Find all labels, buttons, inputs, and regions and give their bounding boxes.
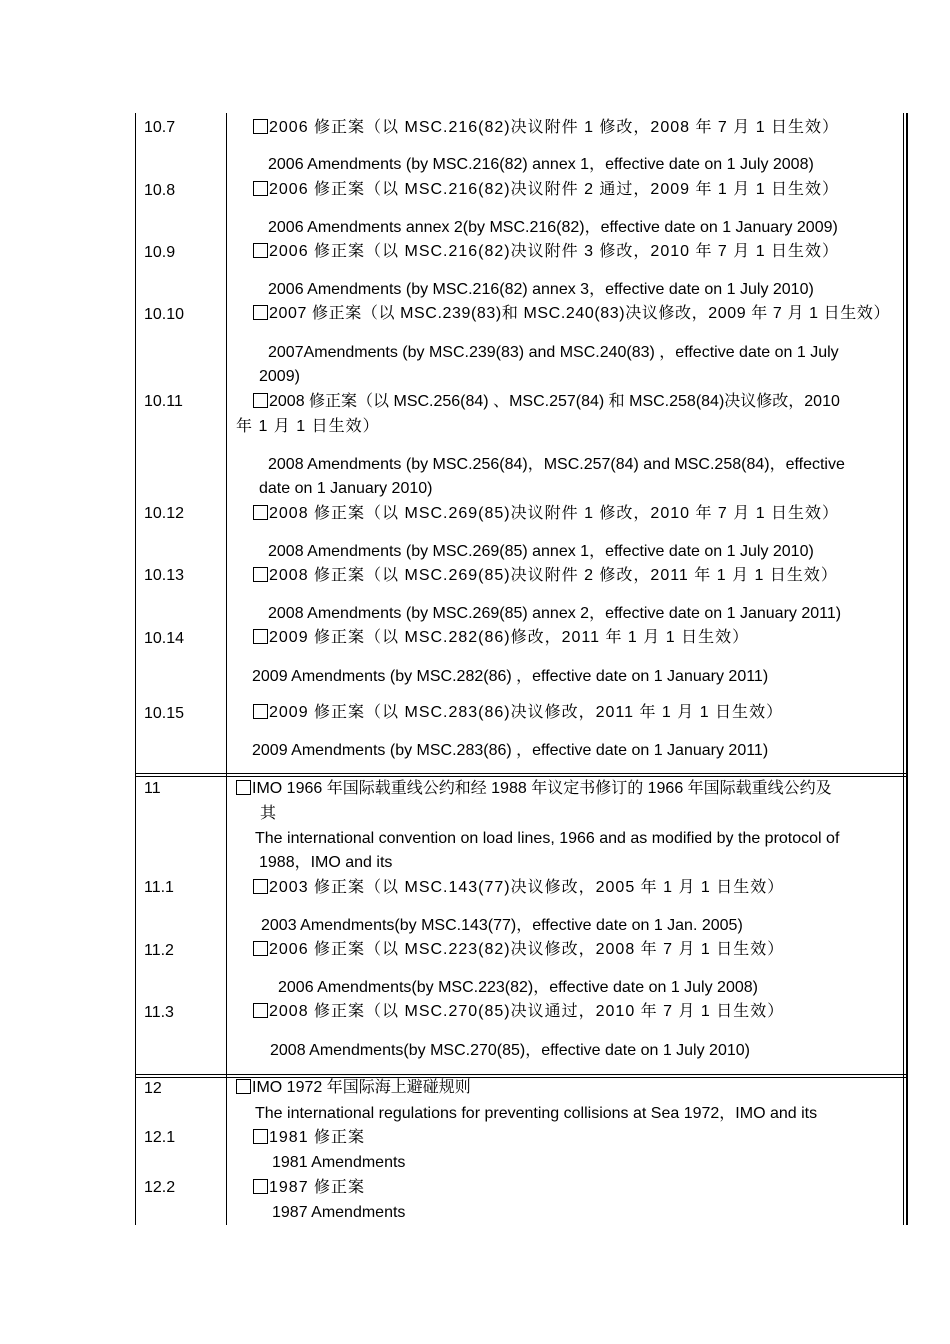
section-number: 12 xyxy=(144,1080,162,1097)
item-number: 10.12 xyxy=(144,505,185,522)
checkbox[interactable] xyxy=(253,393,268,408)
table-right-border-inner xyxy=(906,113,908,1225)
checkbox[interactable] xyxy=(253,1179,268,1194)
item-title-zh: 2006 修正案（以 MSC.216(82)决议附件 1 修改，2008 年 7 月 1 日生效） xyxy=(269,119,840,136)
checkbox[interactable] xyxy=(253,704,268,719)
item-number: 10.9 xyxy=(144,244,176,261)
list-item xyxy=(253,566,838,586)
item-number: 10.15 xyxy=(144,705,185,722)
item-title-zh: 2006 修正案（以 MSC.216(82)决议附件 2 通过，2009 年 1 月 1 日生效） xyxy=(269,181,840,198)
checkbox[interactable] xyxy=(236,1079,251,1094)
list-item xyxy=(253,1128,365,1148)
checkbox[interactable] xyxy=(253,629,268,644)
list-item xyxy=(253,1178,365,1198)
item-title-zh: 2006 修正案（以 MSC.216(82)决议附件 3 修改，2010 年 7 月 1 日生效） xyxy=(269,243,840,260)
item-number: 11.1 xyxy=(144,879,174,896)
table-left-border xyxy=(135,113,136,1225)
checkbox[interactable] xyxy=(253,119,268,134)
list-item xyxy=(253,118,839,138)
item-title-zh: 1981 修正案 xyxy=(269,1129,366,1146)
item-title-en: 2003 Amendments(by MSC.143(77)，effective date on 1 Jan. 2005) xyxy=(261,917,743,934)
item-title-zh: 2008 修正案（以 MSC.269(85)决议附件 1 修改，2010 年 7 月 1 日生效） xyxy=(269,505,840,522)
list-item xyxy=(253,242,839,262)
checkbox[interactable] xyxy=(253,305,268,320)
list-item xyxy=(253,703,783,723)
section-title-en: The international convention on load lines, 1966 and as modified by the protocol of xyxy=(255,830,840,847)
table-right-border-outer xyxy=(903,113,904,1225)
list-item xyxy=(253,180,839,200)
list-item xyxy=(253,304,890,324)
item-title-zh: 1987 修正案 xyxy=(269,1179,366,1196)
item-number: 12.1 xyxy=(144,1129,176,1146)
item-title-en: 2008 Amendments (by MSC.269(85) annex 2，effective date on 1 January 2011) xyxy=(268,605,842,622)
item-number: 10.11 xyxy=(144,393,183,410)
item-number: 10.10 xyxy=(144,306,185,323)
item-title-en: 2008 Amendments(by MSC.270(85)，effective date on 1 July 2010) xyxy=(270,1042,750,1059)
item-title-zh: 2009 修正案（以 MSC.283(86)决议修改，2011 年 1 月 1 日生效） xyxy=(269,704,784,721)
list-item xyxy=(253,392,840,412)
section-heading xyxy=(236,1078,471,1098)
table-column-divider xyxy=(226,113,227,1225)
item-title-zh: 2006 修正案（以 MSC.223(82)决议修改，2008 年 7 月 1 日生效） xyxy=(269,941,785,958)
item-number: 10.7 xyxy=(144,119,176,136)
section-title-zh: IMO 1972 年国际海上避碰规则 xyxy=(252,1079,471,1096)
item-title-zh: 2008 修正案（以 MSC.256(84) 、MSC.257(84) 和 MSC.258(84)决议修改，2010 xyxy=(269,393,840,410)
section-title-zh: IMO 1966 年国际载重线公约和经 1988 年议定书修订的 1966 年国际载重线公约及 xyxy=(252,780,832,797)
item-number: 10.14 xyxy=(144,630,185,647)
item-number: 10.13 xyxy=(144,567,185,584)
item-title-en: 2009 Amendments (by MSC.283(86) ，effective date on 1 January 2011) xyxy=(252,742,769,759)
item-title-en: 2006 Amendments (by MSC.216(82) annex 3，effective date on 1 July 2010) xyxy=(268,281,814,298)
list-item xyxy=(253,504,839,524)
checkbox[interactable] xyxy=(253,879,268,894)
checkbox[interactable] xyxy=(236,780,251,795)
checkbox[interactable] xyxy=(253,941,268,956)
checkbox[interactable] xyxy=(253,567,268,582)
section-heading xyxy=(236,779,832,799)
item-title-en: 2008 Amendments (by MSC.256(84)，MSC.257(84) and MSC.258(84)，effective xyxy=(268,456,845,473)
item-title-en-cont: 2009) xyxy=(259,368,300,385)
item-title-en-cont: date on 1 January 2010) xyxy=(259,480,433,497)
item-title-en: 2006 Amendments (by MSC.216(82) annex 1，effective date on 1 July 2008) xyxy=(268,156,814,173)
item-title-en: 2007Amendments (by MSC.239(83) and MSC.240(83) ，effective date on 1 July xyxy=(268,344,839,361)
section-number: 11 xyxy=(144,780,161,797)
list-item xyxy=(253,1002,784,1022)
item-title-en: 2006 Amendments(by MSC.223(82)，effective date on 1 July 2008) xyxy=(278,979,758,996)
item-title-zh-cont: 年 1 月 1 日生效） xyxy=(236,418,380,435)
list-item xyxy=(253,628,749,648)
item-title-en: 2009 Amendments (by MSC.282(86) ，effective date on 1 January 2011) xyxy=(252,668,769,685)
item-title-en: 1981 Amendments xyxy=(272,1154,406,1171)
row-divider-12 xyxy=(135,1074,907,1075)
item-title-en: 1987 Amendments xyxy=(272,1204,406,1221)
list-item xyxy=(253,940,784,960)
checkbox[interactable] xyxy=(253,505,268,520)
item-number: 10.8 xyxy=(144,182,176,199)
checkbox[interactable] xyxy=(253,1003,268,1018)
item-number: 11.3 xyxy=(144,1004,174,1021)
item-title-zh: 2008 修正案（以 MSC.269(85)决议附件 2 修改，2011 年 1 月 1 日生效） xyxy=(269,567,838,584)
checkbox[interactable] xyxy=(253,1129,268,1144)
item-number: 11.2 xyxy=(144,942,174,959)
item-title-zh: 2007 修正案（以 MSC.239(83)和 MSC.240(83)决议修改，2009 年 7 月 1 日生效） xyxy=(269,305,891,322)
checkbox[interactable] xyxy=(253,243,268,258)
list-item xyxy=(253,878,784,898)
section-title-en: The international regulations for preventing collisions at Sea 1972，IMO and its xyxy=(255,1105,818,1122)
item-title-zh: 2008 修正案（以 MSC.270(85)决议通过，2010 年 7 月 1 日生效） xyxy=(269,1003,785,1020)
item-number: 12.2 xyxy=(144,1179,176,1196)
item-title-en: 2008 Amendments (by MSC.269(85) annex 1，effective date on 1 July 2010) xyxy=(268,543,814,560)
item-title-zh: 2003 修正案（以 MSC.143(77)决议修改，2005 年 1 月 1 日生效） xyxy=(269,879,785,896)
row-divider-11 xyxy=(135,773,907,774)
section-title-zh-cont: 其 xyxy=(260,805,278,822)
checkbox[interactable] xyxy=(253,181,268,196)
item-title-zh: 2009 修正案（以 MSC.282(86)修改，2011 年 1 月 1 日生效） xyxy=(269,629,750,646)
section-title-en-cont: 1988，IMO and its xyxy=(259,854,393,871)
item-title-en: 2006 Amendments annex 2(by MSC.216(82)，effective date on 1 January 2009) xyxy=(268,219,838,236)
row-divider-11-b xyxy=(135,776,907,777)
